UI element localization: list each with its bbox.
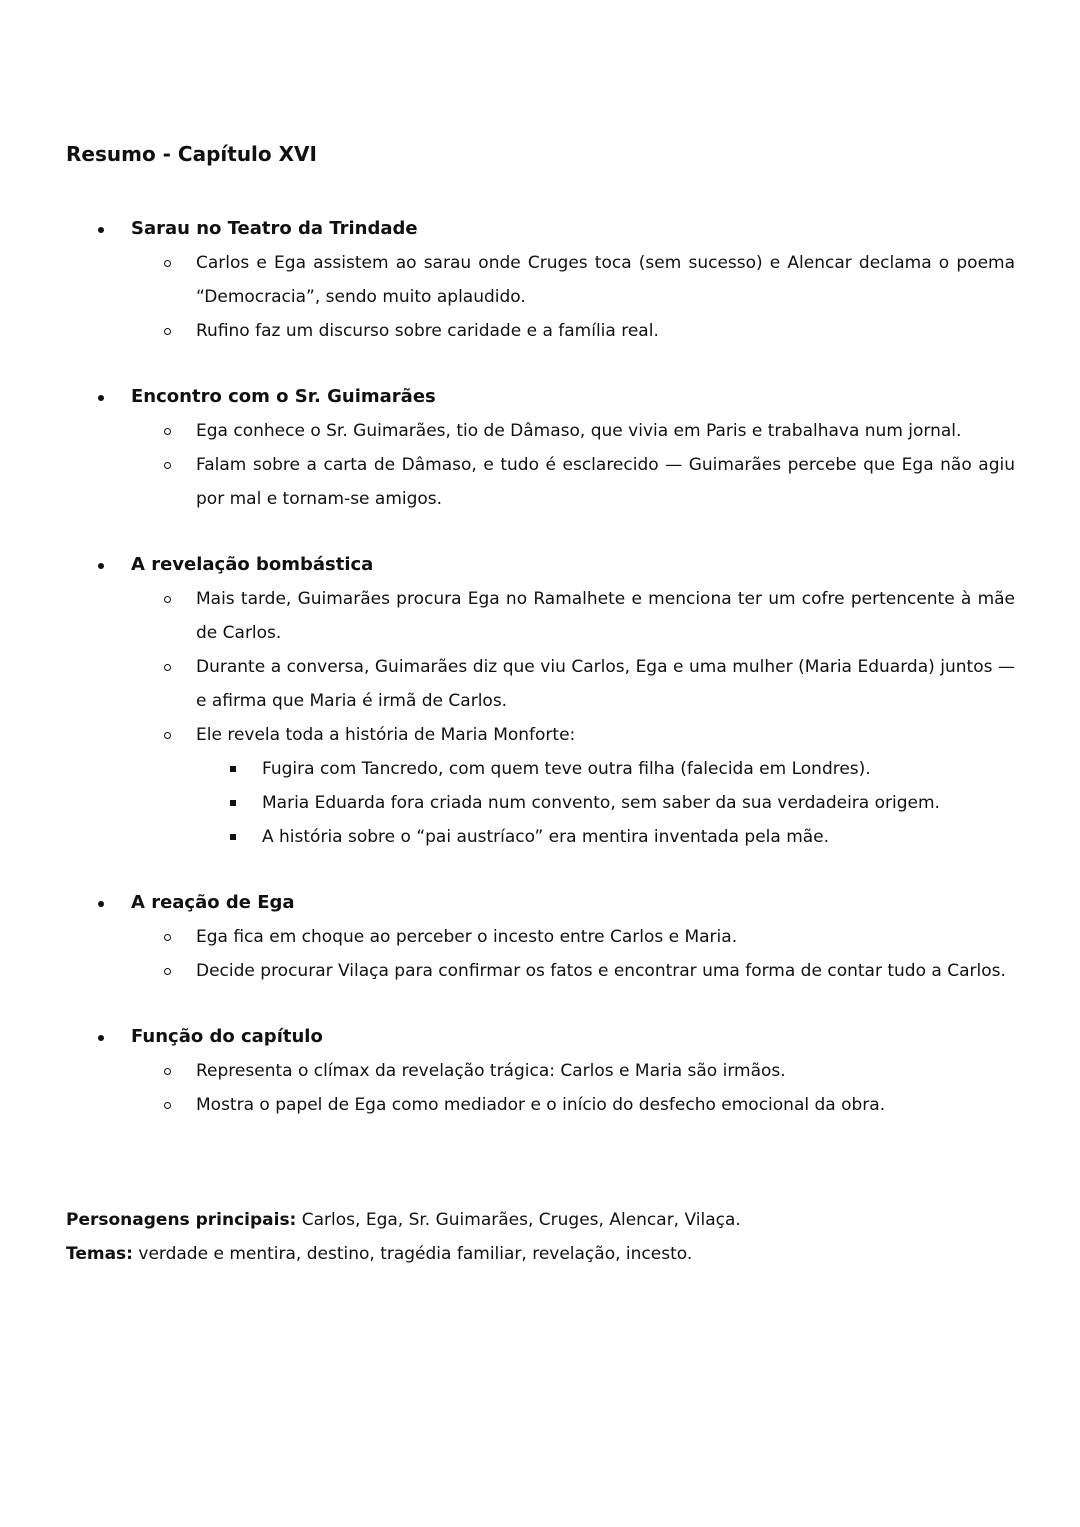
bullet-icon [98, 1035, 104, 1041]
list-item-text: Ele revela toda a história de Maria Monforte: [196, 725, 576, 745]
circle-bullet-icon [164, 934, 171, 941]
list-item [0, 448, 1080, 516]
section-heading-text: A revelação bombástica [131, 554, 374, 575]
circle-bullet-icon [164, 664, 171, 671]
section-heading [0, 886, 1080, 920]
sub-list [0, 414, 1080, 516]
page-title: Resumo - Capítulo XVI [66, 142, 317, 166]
circle-bullet-icon [164, 732, 171, 739]
list-item-text: Decide procurar Vilaça para confirmar os fatos e encontrar uma forma de contar tudo a Carlos. [196, 961, 1006, 981]
nested-list-item-text: A história sobre o “pai austríaco” era mentira inventada pela mãe. [262, 827, 830, 847]
circle-bullet-icon [164, 462, 171, 469]
nested-list [0, 752, 1080, 854]
nested-list-item [0, 820, 1080, 854]
circle-bullet-icon [164, 1102, 171, 1109]
circle-bullet-icon [164, 260, 171, 267]
list-item [0, 314, 1080, 348]
circle-bullet-icon [164, 328, 171, 335]
section-heading [0, 212, 1080, 246]
section-heading-text: Encontro com o Sr. Guimarães [131, 386, 436, 407]
list-item-text: Ega conhece o Sr. Guimarães, tio de Dâmaso, que vivia em Paris e trabalhava num jornal. [196, 421, 962, 441]
circle-bullet-icon [164, 968, 171, 975]
characters-line [66, 1203, 1016, 1237]
list-item [0, 582, 1080, 650]
characters-label: Personagens principais: [66, 1210, 297, 1230]
list-item-text: Carlos e Ega assistem ao sarau onde Cruges toca (sem sucesso) e Alencar declama o poema “Democracia”, sendo muito aplaudido. [196, 253, 1015, 307]
sub-list [0, 920, 1080, 988]
list-item-text: Representa o clímax da revelação trágica: Carlos e Maria são irmãos. [196, 1061, 786, 1081]
section-heading [0, 548, 1080, 582]
section-heading [0, 1020, 1080, 1054]
list-item [0, 650, 1080, 718]
section [0, 886, 1080, 988]
section [0, 212, 1080, 348]
bullet-icon [98, 563, 104, 569]
section [0, 548, 1080, 854]
list-item [0, 1088, 1080, 1122]
square-bullet-icon [230, 834, 236, 840]
bullet-icon [98, 227, 104, 233]
section [0, 1020, 1080, 1122]
section-heading-text: A reação de Ega [131, 892, 295, 913]
list-item [0, 246, 1080, 314]
sub-list [0, 582, 1080, 854]
sub-list [0, 246, 1080, 348]
list-item [0, 414, 1080, 448]
nested-list-item [0, 752, 1080, 786]
circle-bullet-icon [164, 596, 171, 603]
bullet-icon [98, 395, 104, 401]
bullet-icon [98, 901, 104, 907]
list-item-text: Mostra o papel de Ega como mediador e o início do desfecho emocional da obra. [196, 1095, 886, 1115]
themes-value: verdade e mentira, destino, tragédia familiar, revelação, incesto. [132, 1244, 693, 1264]
nested-list-item-text: Fugira com Tancredo, com quem teve outra filha (falecida em Londres). [262, 759, 871, 779]
circle-bullet-icon [164, 1068, 171, 1075]
circle-bullet-icon [164, 428, 171, 435]
list-item [0, 954, 1080, 988]
list-item-text: Ega fica em choque ao perceber o incesto entre Carlos e Maria. [196, 927, 738, 947]
list-item [0, 718, 1080, 752]
section-heading-text: Sarau no Teatro da Trindade [131, 218, 418, 239]
list-item-text: Falam sobre a carta de Dâmaso, e tudo é esclarecido — Guimarães percebe que Ega não agiu por mal e tornam-se amigos. [196, 455, 1015, 509]
section-heading-text: Função do capítulo [131, 1026, 323, 1047]
square-bullet-icon [230, 800, 236, 806]
summary-footer [66, 1203, 1016, 1271]
nested-list-item [0, 786, 1080, 820]
list-item [0, 1054, 1080, 1088]
sub-list [0, 1054, 1080, 1122]
section-heading [0, 380, 1080, 414]
themes-label: Temas: [66, 1244, 133, 1264]
list-item-text: Mais tarde, Guimarães procura Ega no Ramalhete e menciona ter um cofre pertencente à mãe de Carlos. [196, 589, 1015, 643]
square-bullet-icon [230, 766, 236, 772]
list-item-text: Rufino faz um discurso sobre caridade e a família real. [196, 321, 659, 341]
section-list [0, 212, 1080, 1154]
list-item-text: Durante a conversa, Guimarães diz que viu Carlos, Ega e uma mulher (Maria Eduarda) juntos — e afirma que Maria é irmã de Carlos. [196, 657, 1015, 711]
section [0, 380, 1080, 516]
list-item [0, 920, 1080, 954]
themes-line [66, 1237, 1016, 1271]
nested-list-item-text: Maria Eduarda fora criada num convento, sem saber da sua verdadeira origem. [262, 793, 940, 813]
characters-value: Carlos, Ega, Sr. Guimarães, Cruges, Alencar, Vilaça. [296, 1210, 741, 1230]
